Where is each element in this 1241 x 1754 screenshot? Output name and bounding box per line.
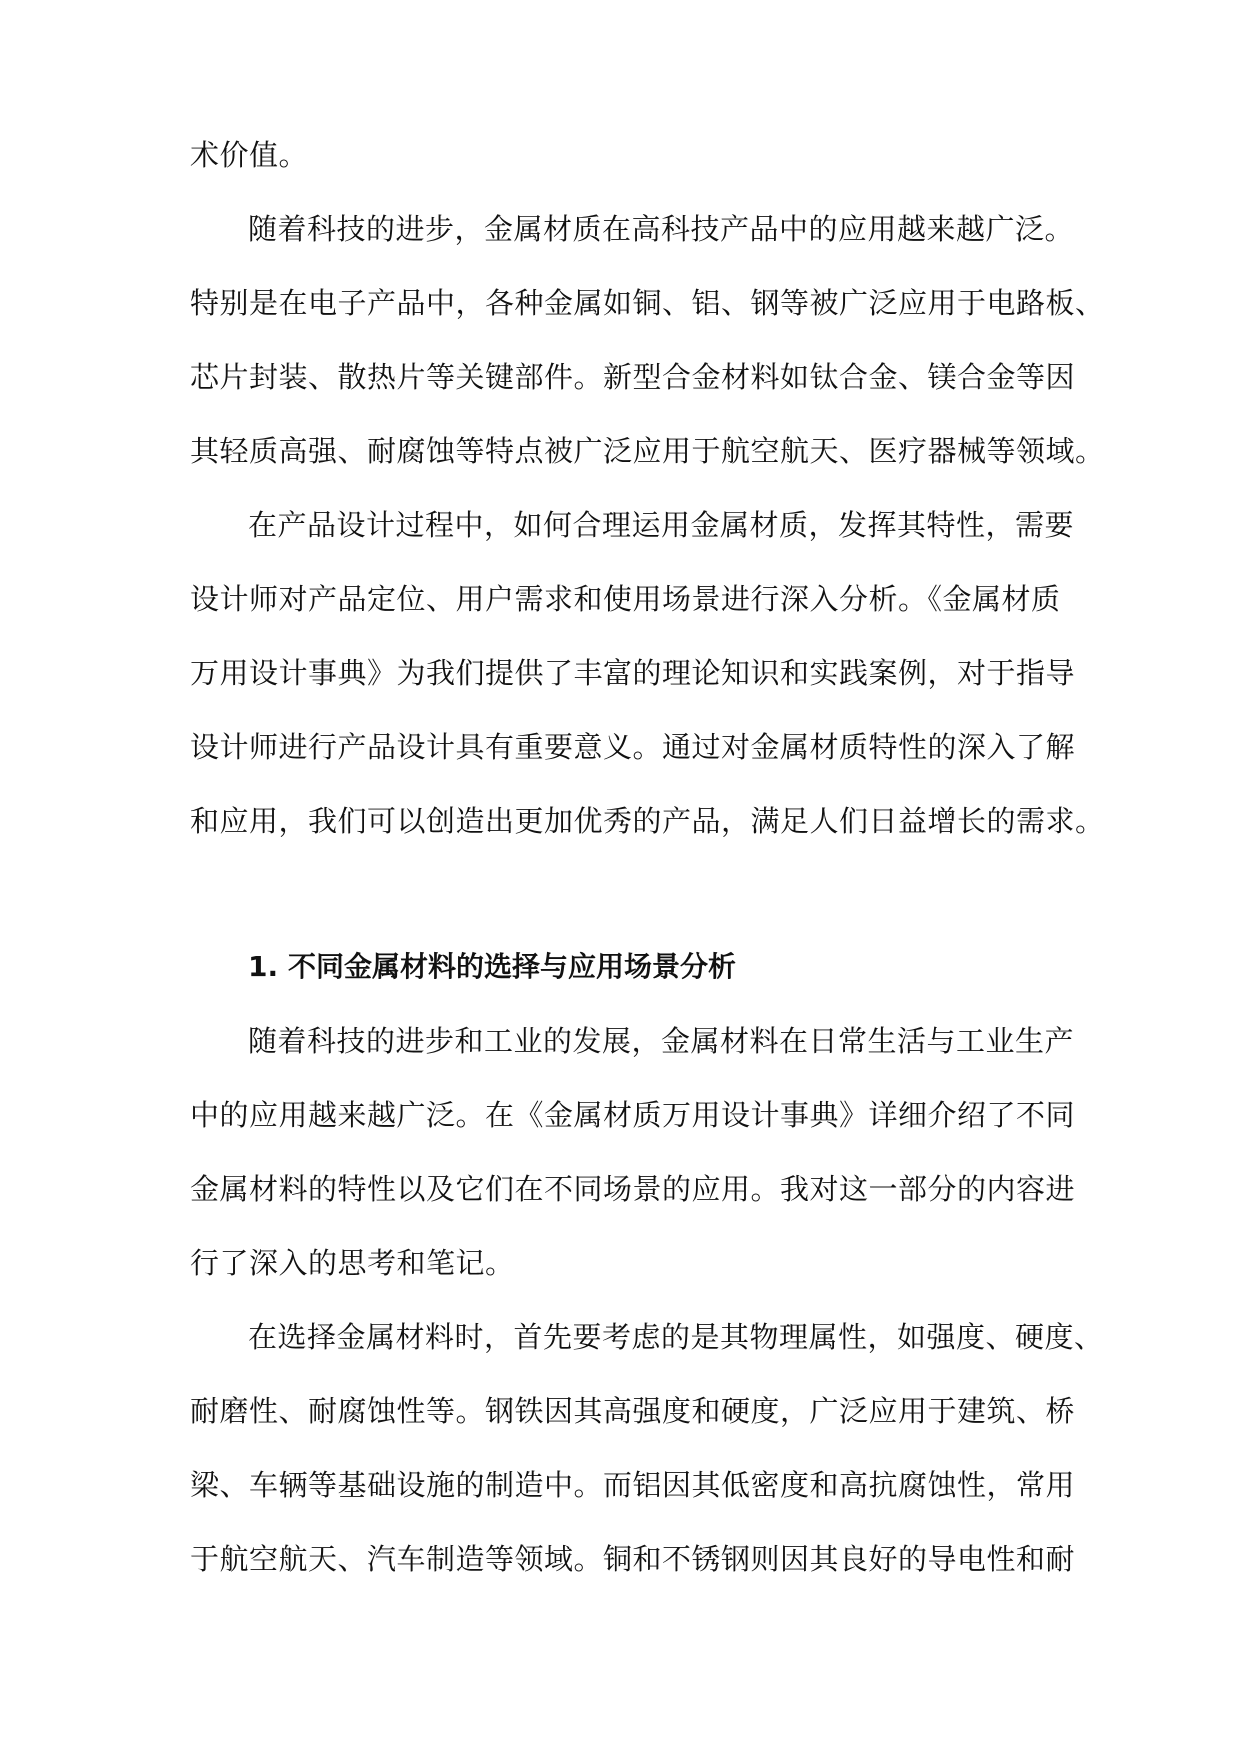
text-line: 随着科技的进步和工业的发展，金属材料在日常生活与工业生产 xyxy=(248,1024,1075,1058)
text-line: 金属材料的特性以及它们在不同场景的应用。我对这一部分的内容进 xyxy=(190,1172,1076,1206)
body-text-lower xyxy=(190,1004,1104,1596)
text-line: 行了深入的思考和笔记。 xyxy=(190,1246,515,1280)
text-line: 在选择金属材料时，首先要考虑的是其物理属性，如强度、硬度、 xyxy=(248,1320,1104,1354)
body-text-upper xyxy=(190,118,1105,858)
text-line: 设计师进行产品设计具有重要意义。通过对金属材质特性的深入了解 xyxy=(190,730,1076,764)
text-line: 术价值。 xyxy=(190,138,309,172)
section-title: 不同金属材料的选择与应用场景分析 xyxy=(288,950,737,983)
text-line: 随着科技的进步，金属材质在高科技产品中的应用越来越广泛。 xyxy=(248,212,1075,246)
text-line: 特别是在电子产品中，各种金属如铜、铝、钢等被广泛应用于电路板、 xyxy=(190,286,1105,320)
text-line: 其轻质高强、耐腐蚀等特点被广泛应用于航空航天、医疗器械等领域。 xyxy=(190,434,1105,468)
section-heading xyxy=(248,930,736,1004)
text-line: 设计师对产品定位、用户需求和使用场景进行深入分析。《金属材质 xyxy=(190,582,1061,616)
text-line: 梁、车辆等基础设施的制造中。而铝因其低密度和高抗腐蚀性，常用 xyxy=(190,1468,1076,1502)
text-line: 万用设计事典》为我们提供了丰富的理论知识和实践案例，对于指导 xyxy=(190,656,1076,690)
text-line: 耐磨性、耐腐蚀性等。钢铁因其高强度和硬度，广泛应用于建筑、桥 xyxy=(190,1394,1076,1428)
section-number: 1. xyxy=(248,950,279,983)
text-line: 在产品设计过程中，如何合理运用金属材质，发挥其特性，需要 xyxy=(248,508,1075,542)
text-line: 中的应用越来越广泛。在《金属材质万用设计事典》详细介绍了不同 xyxy=(190,1098,1076,1132)
text-line: 和应用，我们可以创造出更加优秀的产品，满足人们日益增长的需求。 xyxy=(190,804,1105,838)
text-line: 于航空航天、汽车制造等领域。铜和不锈钢则因其良好的导电性和耐 xyxy=(190,1542,1076,1576)
text-line: 芯片封装、散热片等关键部件。新型合金材料如钛合金、镁合金等因 xyxy=(190,360,1076,394)
